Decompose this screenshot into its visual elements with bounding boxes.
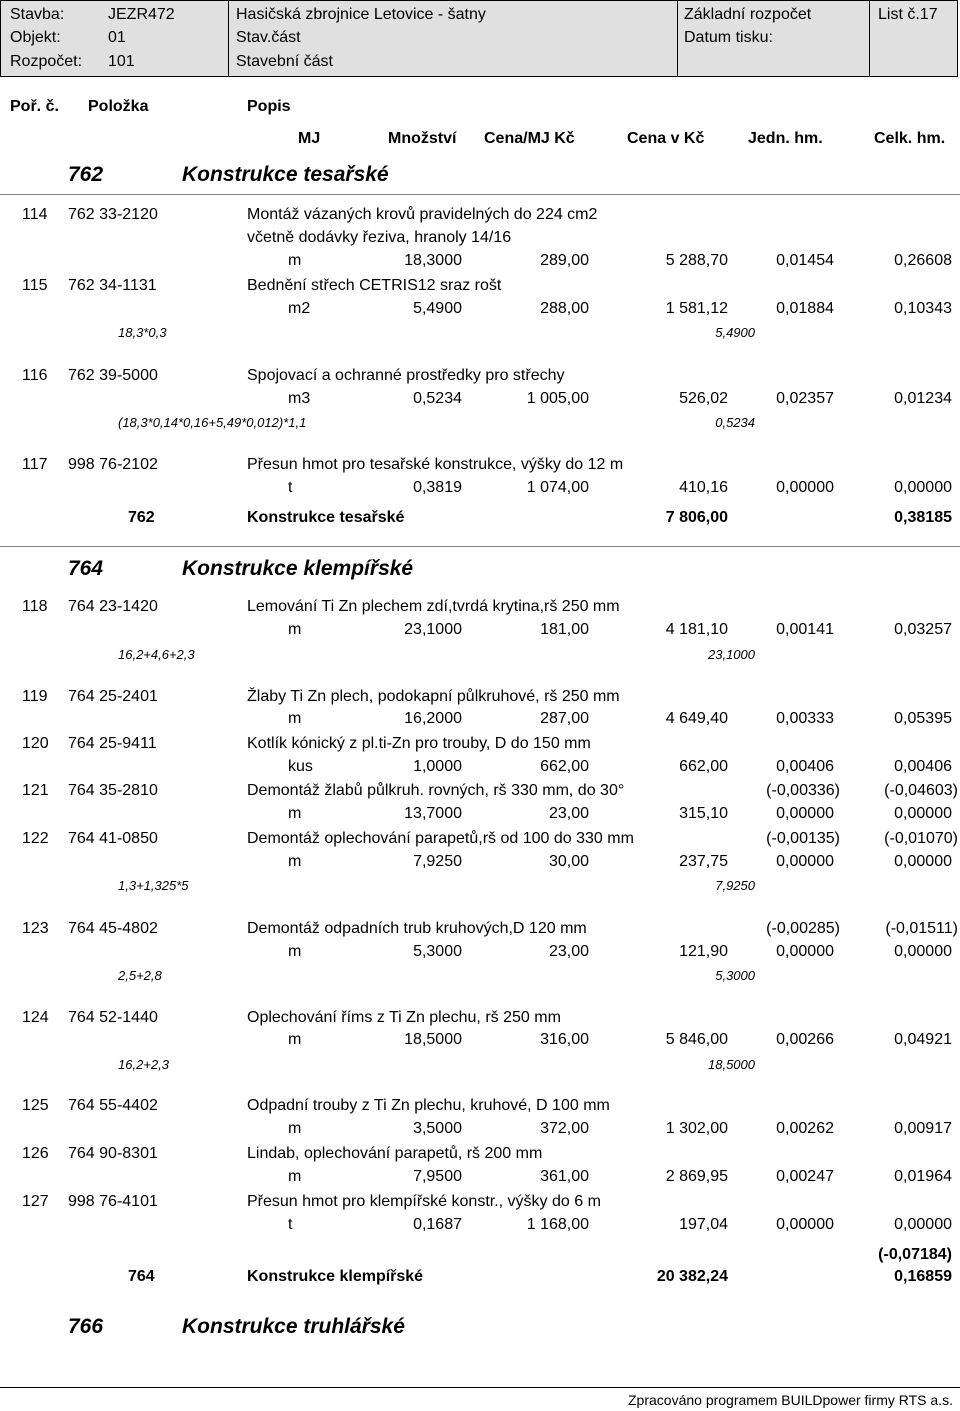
row-number: 124 — [22, 1009, 49, 1026]
item-description: Bednění střech CETRIS12 sraz rošt — [247, 277, 502, 294]
unit-price: 23,00 — [548, 943, 589, 960]
item-code: 764 55-4402 — [68, 1097, 158, 1114]
section-divider — [0, 546, 960, 547]
unit-weight: 0,00000 — [776, 853, 834, 870]
section-divider — [0, 194, 960, 195]
quantity-formula: 1,3+1,325*5 — [118, 878, 189, 893]
unit-weight: 0,01454 — [776, 252, 834, 269]
unit-price: 289,00 — [540, 252, 589, 269]
unit-price: 662,00 — [540, 758, 589, 775]
item-description-line2: včetně dodávky řeziva, hranoly 14/16 — [247, 229, 512, 246]
col-cena: Cena v Kč — [627, 130, 705, 147]
item-description: Žlaby Ti Zn plech, podokapní půlkruhové, rš 250 mm — [247, 688, 620, 705]
item-code: 764 52-1440 — [68, 1009, 158, 1026]
unit-price: 181,00 — [540, 621, 589, 638]
demolition-total-weight: (-0,04603) — [884, 782, 958, 799]
formula-result: 7,9250 — [715, 878, 755, 893]
item-description: Montáž vázaných krovů pravidelných do 224 cm2 — [247, 206, 598, 223]
quantity: 5,3000 — [413, 943, 462, 960]
quantity: 0,5234 — [413, 390, 462, 407]
quantity: 3,5000 — [413, 1120, 462, 1137]
unit: m — [288, 252, 302, 269]
section-code: 762 — [68, 163, 104, 186]
quantity: 18,3000 — [404, 252, 462, 269]
item-code: 764 41-0850 — [68, 830, 158, 847]
unit-weight: 0,00333 — [776, 710, 834, 727]
total-weight: 0,00917 — [894, 1120, 952, 1137]
unit: m2 — [288, 300, 311, 317]
unit-weight: 0,00262 — [776, 1120, 834, 1137]
header-divider — [869, 0, 870, 77]
stavba-name: Hasičská zbrojnice Letovice - šatny — [236, 6, 486, 23]
row-number: 118 — [22, 598, 48, 615]
quantity: 18,5000 — [404, 1031, 462, 1048]
stavba-code: JEZR472 — [108, 6, 175, 23]
formula-result: 5,3000 — [715, 968, 755, 983]
item-description: Přesun hmot pro klempířské konstr., výšky do 6 m — [247, 1193, 601, 1210]
unit-weight: 0,00266 — [776, 1031, 834, 1048]
item-code: 762 33-2120 — [68, 206, 158, 223]
quantity-formula: (18,3*0,14*0,16+5,49*0,012)*1,1 — [118, 415, 307, 430]
price-total: 2 869,95 — [665, 1168, 728, 1185]
row-number: 117 — [22, 456, 48, 473]
unit-price: 361,00 — [540, 1168, 589, 1185]
row-number: 119 — [22, 688, 48, 705]
unit: m — [288, 1031, 302, 1048]
unit-price: 372,00 — [540, 1120, 589, 1137]
unit: m — [288, 710, 302, 727]
section-code: 766 — [68, 1315, 104, 1338]
demolition-unit-weight: (-0,00336) — [766, 782, 840, 799]
price-total: 410,16 — [679, 479, 728, 496]
unit: m — [288, 943, 302, 960]
unit-weight: 0,00000 — [776, 805, 834, 822]
total-weight: 0,05395 — [894, 710, 952, 727]
price-total: 526,02 — [679, 390, 728, 407]
price-total: 662,00 — [679, 758, 728, 775]
item-description: Odpadní trouby z Ti Zn plechu, kruhové, D 100 mm — [247, 1097, 610, 1114]
row-number: 123 — [22, 920, 49, 937]
unit: m — [288, 1120, 302, 1137]
total-weight: 0,00406 — [894, 758, 952, 775]
col-polozka: Položka — [88, 98, 149, 115]
item-code: 764 35-2810 — [68, 782, 158, 799]
objekt-name: Stav.část — [236, 29, 301, 46]
quantity: 1,0000 — [413, 758, 462, 775]
row-number: 115 — [22, 277, 48, 294]
demolition-total-weight: (-0,01070) — [884, 830, 958, 847]
unit-weight: 0,00406 — [776, 758, 834, 775]
demolition-unit-weight: (-0,00285) — [766, 920, 840, 937]
price-total: 121,90 — [679, 943, 728, 960]
unit: t — [288, 1216, 293, 1233]
formula-result: 18,5000 — [708, 1057, 755, 1072]
unit-weight: 0,00000 — [776, 943, 834, 960]
rozpocet-label: Rozpočet: — [10, 53, 83, 70]
quantity: 16,2000 — [404, 710, 462, 727]
unit: m3 — [288, 390, 311, 407]
unit: t — [288, 479, 293, 496]
row-number: 126 — [22, 1145, 49, 1162]
item-description: Lemování Ti Zn plechem zdí,tvrdá krytina,rš 250 mm — [247, 598, 620, 615]
item-code: 764 25-2401 — [68, 688, 158, 705]
price-total: 4 181,10 — [665, 621, 728, 638]
total-weight: 0,00000 — [894, 805, 952, 822]
formula-result: 0,5234 — [715, 415, 755, 430]
stavba-label: Stavba: — [10, 6, 65, 23]
subtotal-weight: 0,16859 — [894, 1268, 952, 1285]
demolition-total-weight: (-0,01511) — [885, 920, 958, 937]
price-total: 1 581,12 — [665, 300, 728, 317]
total-weight: 0,01964 — [894, 1168, 952, 1185]
quantity: 0,1687 — [413, 1216, 462, 1233]
section-name: Konstrukce tesařské — [182, 163, 389, 186]
quantity: 13,7000 — [404, 805, 462, 822]
section-code: 764 — [68, 557, 104, 580]
formula-result: 5,4900 — [715, 325, 755, 340]
unit-price: 288,00 — [540, 300, 589, 317]
rozpocet-name: Stavební část — [236, 53, 333, 70]
total-weight: 0,00000 — [894, 1216, 952, 1233]
row-number: 114 — [22, 206, 48, 223]
price-total: 237,75 — [679, 853, 728, 870]
col-jedn: Jedn. hm. — [748, 130, 823, 147]
unit-weight: 0,00141 — [776, 621, 834, 638]
col-por: Poř. č. — [10, 98, 59, 115]
item-description: Demontáž odpadních trub kruhových,D 120 mm — [247, 920, 587, 937]
row-number: 127 — [22, 1193, 49, 1210]
unit: m — [288, 1168, 302, 1185]
row-number: 125 — [22, 1097, 49, 1114]
unit-price: 1 168,00 — [526, 1216, 589, 1233]
item-description: Demontáž žlabů půlkruh. rovných, rš 330 mm, do 30° — [247, 782, 625, 799]
item-code: 998 76-4101 — [68, 1193, 158, 1210]
item-code: 762 39-5000 — [68, 367, 158, 384]
unit-weight: 0,02357 — [776, 390, 834, 407]
price-total: 5 846,00 — [665, 1031, 728, 1048]
datum-tisku: Datum tisku: — [684, 29, 773, 46]
footer-divider — [0, 1387, 960, 1388]
quantity: 7,9250 — [413, 853, 462, 870]
unit-price: 1 074,00 — [526, 479, 589, 496]
col-mj: MJ — [298, 130, 321, 147]
unit-price: 287,00 — [540, 710, 589, 727]
subtotal-weight: 0,38185 — [894, 509, 952, 526]
item-code: 764 90-8301 — [68, 1145, 158, 1162]
total-weight: 0,00000 — [894, 479, 952, 496]
unit-weight: 0,01884 — [776, 300, 834, 317]
subtotal-name: Konstrukce tesařské — [247, 509, 405, 526]
unit-price: 23,00 — [548, 805, 589, 822]
subtotal-demolition-weight: (-0,07184) — [878, 1246, 952, 1263]
unit-weight: 0,00000 — [776, 1216, 834, 1233]
price-total: 1 302,00 — [665, 1120, 728, 1137]
demolition-unit-weight: (-0,00135) — [766, 830, 840, 847]
item-description: Lindab, oplechování parapetů, rš 200 mm — [247, 1145, 543, 1162]
subtotal-code: 762 — [128, 509, 155, 526]
col-celk: Celk. hm. — [874, 130, 946, 147]
item-code: 764 45-4802 — [68, 920, 158, 937]
quantity: 0,3819 — [413, 479, 462, 496]
item-code: 764 23-1420 — [68, 598, 158, 615]
total-weight: 0,03257 — [894, 621, 952, 638]
col-cena-mj: Cena/MJ Kč — [484, 130, 575, 147]
objekt-label: Objekt: — [10, 29, 61, 46]
rozpocet-code: 101 — [108, 53, 135, 70]
unit: m — [288, 853, 302, 870]
price-total: 5 288,70 — [665, 252, 728, 269]
price-total: 315,10 — [679, 805, 728, 822]
row-number: 120 — [22, 735, 49, 752]
unit-price: 316,00 — [540, 1031, 589, 1048]
item-code: 762 34-1131 — [68, 277, 157, 294]
item-description: Kotlík kónický z pl.ti-Zn pro trouby, D do 150 mm — [247, 735, 591, 752]
zakladni-rozpocet: Základní rozpočet — [684, 6, 812, 23]
unit-weight: 0,00000 — [776, 479, 834, 496]
formula-result: 23,1000 — [708, 647, 755, 662]
unit: kus — [288, 758, 313, 775]
price-total: 197,04 — [679, 1216, 728, 1233]
total-weight: 0,04921 — [894, 1031, 952, 1048]
quantity-formula: 2,5+2,8 — [118, 968, 162, 983]
row-number: 116 — [22, 367, 48, 384]
subtotal-name: Konstrukce klempířské — [247, 1268, 424, 1285]
total-weight: 0,00000 — [894, 943, 952, 960]
quantity-formula: 16,2+2,3 — [118, 1057, 169, 1072]
unit-price: 30,00 — [548, 853, 589, 870]
unit: m — [288, 621, 302, 638]
subtotal-total: 20 382,24 — [656, 1268, 728, 1285]
item-description: Spojovací a ochranné prostředky pro střechy — [247, 367, 565, 384]
quantity: 5,4900 — [413, 300, 462, 317]
item-description: Oplechování říms z Ti Zn plechu, rš 250 mm — [247, 1009, 561, 1026]
quantity: 7,9500 — [413, 1168, 462, 1185]
unit-price: 1 005,00 — [526, 390, 589, 407]
list-number: List č.17 — [878, 6, 938, 23]
quantity-formula: 16,2+4,6+2,3 — [118, 647, 195, 662]
item-description: Demontáž oplechování parapetů,rš od 100 do 330 mm — [247, 830, 634, 847]
footer-credit: Zpracováno programem BUILDpower firmy RTS a.s. — [628, 1392, 953, 1408]
total-weight: 0,26608 — [894, 252, 952, 269]
row-number: 122 — [22, 830, 49, 847]
item-code: 998 76-2102 — [68, 456, 158, 473]
header-divider — [228, 0, 229, 77]
price-total: 4 649,40 — [665, 710, 728, 727]
col-popis: Popis — [247, 98, 291, 115]
header-divider — [677, 0, 678, 77]
quantity: 23,1000 — [404, 621, 462, 638]
total-weight: 0,01234 — [894, 390, 952, 407]
subtotal-total: 7 806,00 — [665, 509, 728, 526]
subtotal-code: 764 — [128, 1268, 155, 1285]
unit: m — [288, 805, 302, 822]
col-mnozstvi: Množství — [388, 130, 457, 147]
unit-weight: 0,00247 — [776, 1168, 834, 1185]
item-code: 764 25-9411 — [68, 735, 157, 752]
objekt-code: 01 — [108, 29, 126, 46]
total-weight: 0,00000 — [894, 853, 952, 870]
section-name: Konstrukce klempířské — [182, 557, 414, 580]
item-description: Přesun hmot pro tesařské konstrukce, výšky do 12 m — [247, 456, 624, 473]
section-name: Konstrukce truhlářské — [182, 1315, 405, 1338]
quantity-formula: 18,3*0,3 — [118, 325, 167, 340]
row-number: 121 — [22, 782, 49, 799]
total-weight: 0,10343 — [894, 300, 952, 317]
